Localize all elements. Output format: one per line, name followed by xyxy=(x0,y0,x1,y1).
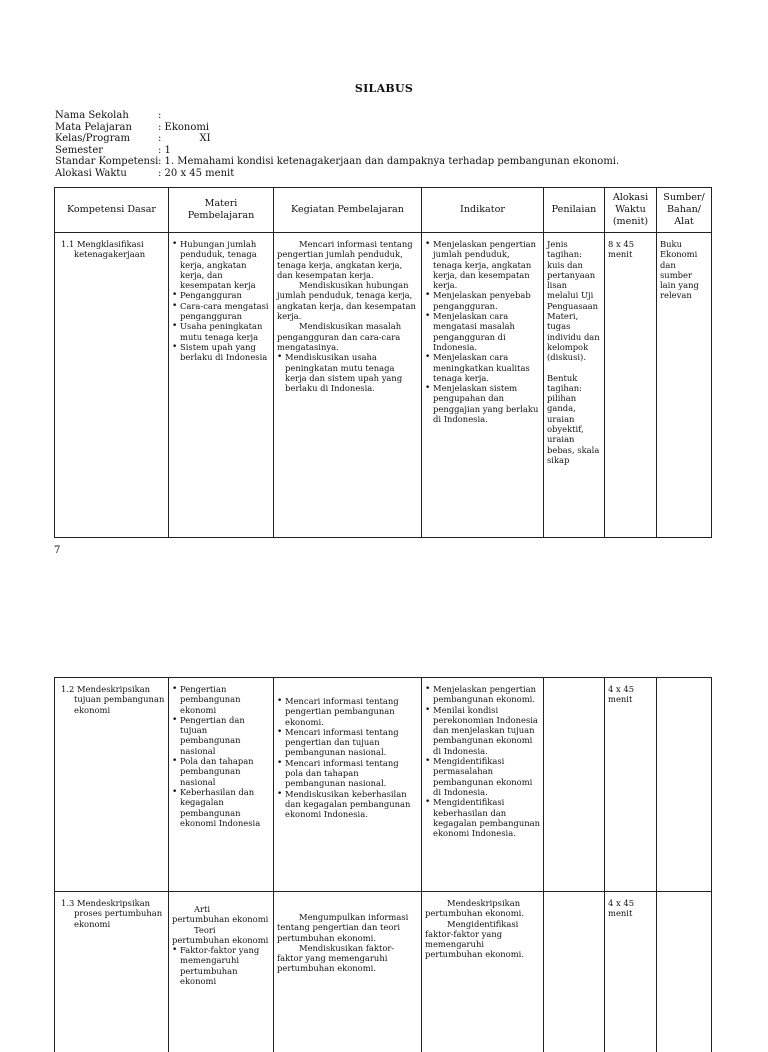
cell-indikator xyxy=(422,233,544,538)
list-item: • Menjelaskan cara meningkatkan kualitas tenaga kerja. xyxy=(433,352,540,383)
penilaian-jenis: Jenis tagihan: kuis dan pertanyaan lisan melalui Uji Penguasaan Materi, tugas individu dan kelompok (diskusi). xyxy=(547,239,600,363)
list-item: • Faktor-faktor yang memengaruhi pertumbuhan ekonomi xyxy=(180,945,270,986)
table-row xyxy=(55,892,712,1052)
meta-value: : 1. Memahami kondisi ketenagakerjaan dan dampaknya terhadap pembangunan ekonomi. xyxy=(158,156,620,167)
kd-text: 1.1 Mengklasifikasi ketenagakerjaan xyxy=(61,239,146,260)
cell-materi xyxy=(169,678,274,892)
header-alokasi: Alokasi Waktu (menit) xyxy=(605,188,657,233)
penilaian-bentuk: Bentuk tagihan: pilihan ganda, uraian obyektif, uraian bebas, skala sikap xyxy=(547,372,600,465)
table-row xyxy=(55,678,712,892)
list-item: • Cara-cara mengatasi pengangguran xyxy=(180,301,270,322)
list-item: • Usaha peningkatan mutu tenaga kerja xyxy=(180,321,270,342)
cell-sumber xyxy=(657,892,712,1052)
cell-sumber xyxy=(657,678,712,892)
meta-row-kelas xyxy=(55,133,619,145)
cell-alokasi xyxy=(605,233,657,538)
cell-indikator xyxy=(422,678,544,892)
kegiatan-item: Mencari informasi tentang pengertian jumlah penduduk, tenaga kerja, angkatan kerja, dan kesempatan kerja. xyxy=(277,239,413,280)
syllabus-meta xyxy=(55,110,619,179)
meta-row-semester xyxy=(55,145,619,157)
cell-kegiatan xyxy=(274,678,422,892)
header-kegiatan: Kegiatan Pembelajaran xyxy=(274,188,422,233)
sumber-text: Buku Ekonomi dan sumber lain yang relevan xyxy=(660,239,699,301)
meta-value: : 20 x 45 menit xyxy=(158,167,235,179)
header-sumber: Sumber/ Bahan/ Alat xyxy=(657,188,712,233)
kegiatan-item: Mendiskusikan masalah pengangguran dan cara-cara mengatasinya. xyxy=(277,321,402,352)
cell-penilaian xyxy=(544,678,605,892)
syllabus-table-page1 xyxy=(54,187,712,538)
cell-kegiatan xyxy=(274,233,422,538)
materi-item: Teori pertumbuhan ekonomi xyxy=(172,924,269,945)
meta-row-alokasi-waktu xyxy=(55,168,619,180)
kegiatan-list xyxy=(277,696,418,820)
list-item: • Pengertian dan tujuan pembangunan nasional xyxy=(180,715,270,756)
table-row xyxy=(55,233,712,538)
meta-value: : XI xyxy=(158,133,211,144)
meta-value: : 1 xyxy=(158,144,171,156)
meta-label: Alokasi Waktu xyxy=(55,167,127,179)
cell-kd xyxy=(55,678,169,892)
list-item: • Hubungan jumlah penduduk, tenaga kerja, angkatan kerja, dan kesempatan kerja xyxy=(180,239,270,290)
materi-list xyxy=(172,239,270,363)
materi-list xyxy=(172,945,270,986)
list-item: • Menjelaskan sistem pengupahan dan penggajian yang berlaku di Indonesia. xyxy=(433,383,540,424)
meta-label: Nama Sekolah xyxy=(55,110,129,121)
materi-item: Arti pertumbuhan ekonomi xyxy=(172,904,269,925)
list-item: • Menjelaskan pengertian pembangunan ekonomi. xyxy=(433,684,540,705)
cell-alokasi xyxy=(605,892,657,1052)
list-item: • Pola dan tahapan pembangunan nasional xyxy=(180,756,270,787)
indikator-list xyxy=(425,684,540,838)
materi-list xyxy=(172,684,270,828)
meta-label: Mata Pelajaran xyxy=(55,121,132,133)
table-header-row xyxy=(55,188,712,233)
cell-kd xyxy=(55,892,169,1052)
meta-value: : xyxy=(158,110,162,121)
cell-kd xyxy=(55,233,169,538)
meta-row-standar-kompetensi xyxy=(55,156,619,168)
alokasi-text: 8 x 45 menit xyxy=(608,239,635,260)
kegiatan-list xyxy=(277,352,418,393)
meta-value: : Ekonomi xyxy=(158,121,210,133)
kd-text: 1.2 Mendeskripsikan tujuan pembangunan ekonomi xyxy=(61,684,165,715)
list-item: • Mendiskusikan usaha peningkatan mutu tenaga kerja dan sistem upah yang berlaku di Indonesia. xyxy=(285,352,418,393)
list-item: • Menjelaskan cara mengatasi masalah pengangguran di Indonesia. xyxy=(433,311,540,352)
page-title: SILABUS xyxy=(354,82,414,95)
list-item: • Mencari informasi tentang pola dan tahapan pembangunan nasional. xyxy=(285,758,418,789)
header-penilaian: Penilaian xyxy=(544,188,605,233)
kegiatan-item: Mengumpulkan informasi tentang pengertian dan teori pertumbuhan ekonomi. xyxy=(277,912,409,943)
list-item: • Mengidentifikasi keberhasilan dan kegagalan pembangunan ekonomi Indonesia. xyxy=(433,797,540,838)
meta-label: Standar Kompetensi xyxy=(55,156,159,167)
list-item: • Pengertian pembangunan ekonomi xyxy=(180,684,270,715)
list-item: • Pengangguran xyxy=(180,290,270,300)
list-item: • Sistem upah yang berlaku di Indonesia xyxy=(180,342,270,363)
syllabus-table-page2 xyxy=(54,677,712,1052)
meta-label: Kelas/Program xyxy=(55,133,130,144)
alokasi-text: 4 x 45 menit xyxy=(608,898,635,919)
cell-materi xyxy=(169,233,274,538)
header-materi: Materi Pembelajaran xyxy=(169,188,274,233)
cell-indikator xyxy=(422,892,544,1052)
indikator-list xyxy=(425,239,540,424)
indikator-item: Mengidentifikasi faktor-faktor yang memengaruhi pertumbuhan ekonomi. xyxy=(425,918,525,960)
kd-text: 1.3 Mendeskripsikan proses pertumbuhan ekonomi xyxy=(61,898,163,929)
list-item: • Menilai kondisi perekonomian Indonesia dan menjelaskan tujuan pembangunan ekonomi di Indonesia. xyxy=(433,705,540,756)
list-item: • Mengidentifikasi permasalahan pembangunan ekonomi di Indonesia. xyxy=(433,756,540,797)
cell-kegiatan xyxy=(274,892,422,1052)
list-item: • Mencari informasi tentang pengertian dan tujuan pembangunan nasional. xyxy=(285,727,418,758)
list-item: • Menjelaskan penyebab pengangguran. xyxy=(433,290,540,311)
header-indikator: Indikator xyxy=(422,188,544,233)
meta-row-mata-pelajaran xyxy=(55,122,619,134)
cell-penilaian xyxy=(544,892,605,1052)
cell-materi xyxy=(169,892,274,1052)
list-item: • Keberhasilan dan kegagalan pembangunan ekonomi Indonesia xyxy=(180,787,270,828)
header-kompetensi-dasar: Kompetensi Dasar xyxy=(55,188,169,233)
alokasi-text: 4 x 45 menit xyxy=(608,684,635,705)
cell-penilaian xyxy=(544,233,605,538)
list-item: • Mencari informasi tentang pengertian pembangunan ekonomi. xyxy=(285,696,418,727)
kegiatan-item: Mendiskusikan hubungan jumlah penduduk, tenaga kerja, angkatan kerja, dan kesempatan kerja. xyxy=(277,280,416,322)
page-number: 7 xyxy=(54,545,61,556)
cell-sumber xyxy=(657,233,712,538)
meta-row-nama-sekolah xyxy=(55,110,619,122)
indikator-item: Mendeskripsikan pertumbuhan ekonomi. xyxy=(425,898,525,919)
meta-label: Semester xyxy=(55,144,104,156)
list-item: • Menjelaskan pengertian jumlah penduduk, tenaga kerja, angkatan kerja, dan kesempatan kerja. xyxy=(433,239,540,290)
list-item: • Mendiskusikan keberhasilan dan kegagalan pembangunan ekonomi Indonesia. xyxy=(285,789,418,820)
kegiatan-item: Mendiskusikan faktor-faktor yang memengaruhi pertumbuhan ekonomi. xyxy=(277,942,395,974)
cell-alokasi xyxy=(605,678,657,892)
